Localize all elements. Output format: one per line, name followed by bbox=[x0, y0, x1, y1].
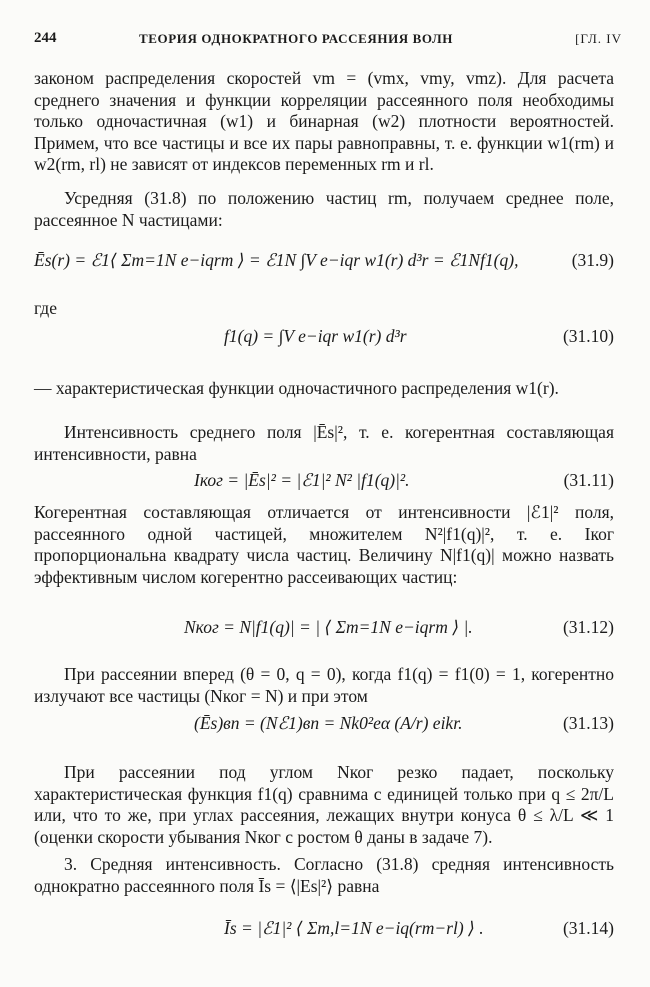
formula: Īs = |ℰ1|² ⟨ Σm,l=1N e−iq(rm−rl) ⟩ . bbox=[224, 918, 484, 938]
equation-31-10 bbox=[34, 326, 614, 356]
formula: f1(q) = ∫V e−iqr w1(r) d³r bbox=[224, 326, 407, 346]
page-number: 244 bbox=[34, 30, 57, 46]
formula: Iког = |Ēs|² = |ℰ1|² N² |f1(q)|². bbox=[194, 470, 410, 490]
paragraph-9: 3. Средняя интенсивность. Согласно (31.8) средняя интенсивность однократно рассеянного поля Īs = ⟨|Es|²⟩ равна bbox=[34, 854, 614, 896]
equation-31-9 bbox=[34, 250, 614, 280]
paragraph-6: Когерентная составляющая отличается от интенсивности |ℰ1|² поля, рассеянного одной частицей, множителем N²|f1(q)|², т. е. Iког пропорциональна квадрату числа частиц. Величину N|f1(q)| можно назвать эффективным числом когерентно рассеивающих частиц: bbox=[34, 502, 614, 587]
paragraph-7: При рассеянии вперед (θ = 0, q = 0), когда f1(q) = f1(0) = 1, когерентно излучают все частицы (Nког = N) и при этом bbox=[34, 664, 614, 706]
paragraph-2: Усредняя (31.8) по положению частиц rm, получаем среднее поле, рассеянное N частицами: bbox=[34, 188, 614, 230]
equation-31-13 bbox=[34, 713, 614, 743]
formula: (Ēs)вп = (Nℰ1)вп = Nk0²eα (A/r) eikr. bbox=[194, 713, 463, 733]
paragraph-4: — характеристическая функции одночастичного распределения w1(r). bbox=[34, 378, 559, 398]
equation-number: (31.9) bbox=[571, 250, 614, 270]
formula: Ēs(r) = ℰ1⟨ Σm=1N e−iqrm ⟩ = ℰ1N ∫V e−iqr w1(r) d³r = ℰ1Nf1(q), bbox=[34, 250, 519, 270]
paragraph-3: где bbox=[34, 298, 57, 318]
paragraph-5: Интенсивность среднего поля |Ēs|², т. е. когерентная составляющая интенсивности, равна bbox=[34, 422, 614, 464]
equation-number: (31.11) bbox=[563, 470, 614, 490]
equation-number: (31.12) bbox=[562, 617, 614, 637]
equation-31-11 bbox=[34, 470, 614, 500]
chapter-label: [ГЛ. IV bbox=[575, 31, 622, 46]
paragraph-8: При рассеянии под углом Nког резко падает, поскольку характеристическая функция f1(q) сравнима с единицей только при q ≤ 2π/L или, что то же, при углах рассеяния, лежащих внутри конуса θ ≤ λ/L ≪ 1 (оценки скорости убывания Nког с ростом θ даны в задаче 7). bbox=[34, 762, 614, 847]
equation-31-14 bbox=[34, 918, 614, 948]
equation-number: (31.13) bbox=[562, 713, 614, 733]
equation-number: (31.14) bbox=[562, 918, 614, 938]
page-header bbox=[34, 30, 622, 52]
equation-number: (31.10) bbox=[562, 326, 614, 346]
paragraph-1: законом распределения скоростей vm = (vmx, vmy, vmz). Для расчета среднего значения и функции корреляции рассеянного поля необходимы только одночастичная (w1) и бинарная (w2) плотности вероятностей. Примем, что все частицы и все их пары равноправны, т. е. функции w1(rm) и w2(rm, rl) не зависят от индексов переменных rm и rl. bbox=[34, 68, 614, 174]
equation-31-12 bbox=[34, 617, 614, 647]
running-title: ТЕОРИЯ ОДНОКРАТНОГО РАССЕЯНИЯ ВОЛН bbox=[139, 31, 453, 46]
formula: Nког = N|f1(q)| = | ⟨ Σm=1N e−iqrm ⟩ |. bbox=[184, 617, 473, 637]
